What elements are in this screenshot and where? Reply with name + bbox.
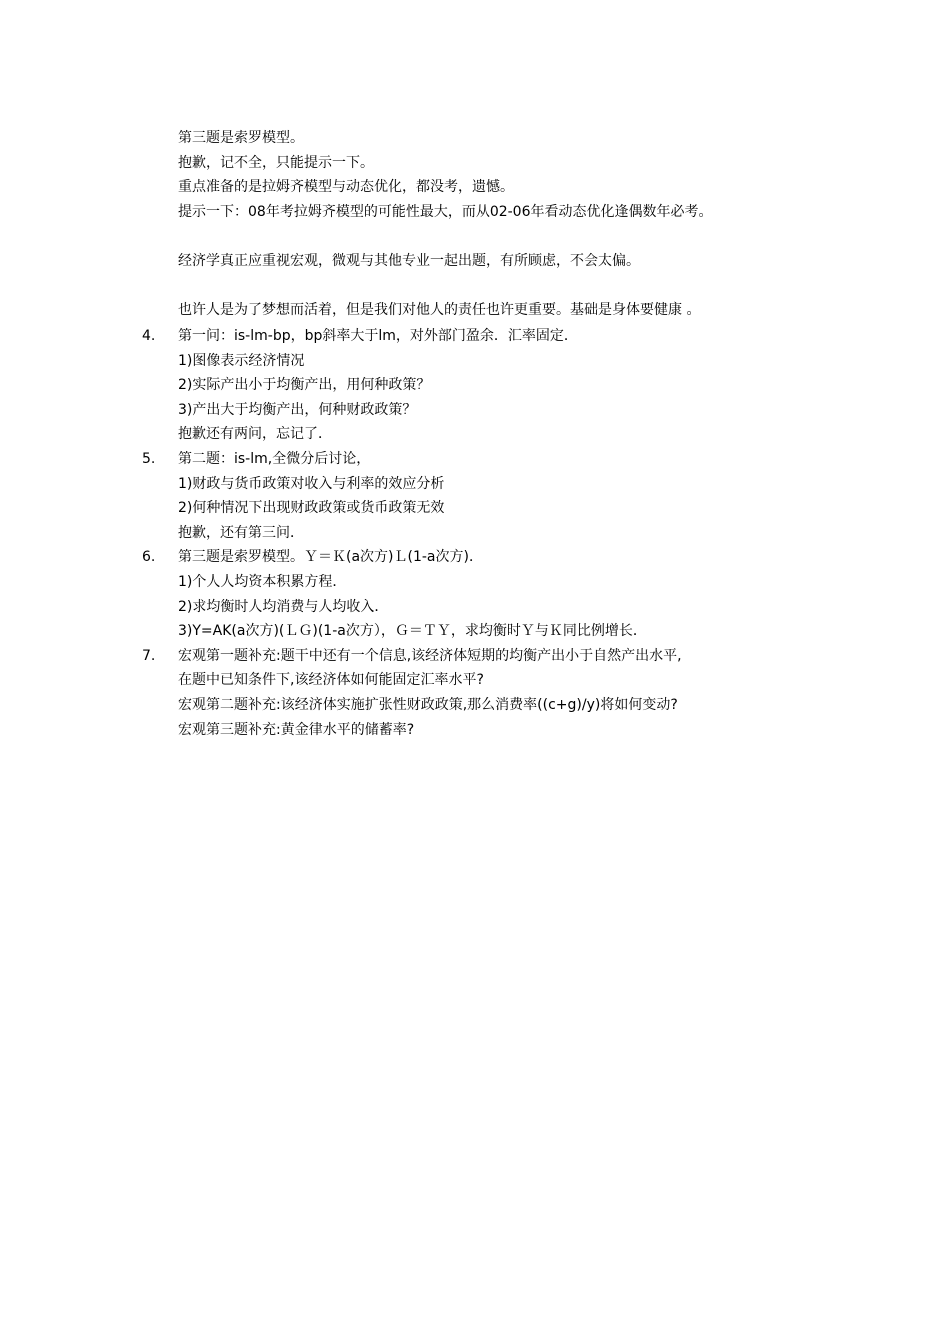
list-item <box>142 545 862 643</box>
list-item-number: 6. <box>142 549 156 566</box>
list-item <box>142 447 862 545</box>
list-item-line: 1)个人人均资本积累方程． <box>178 573 347 590</box>
intro-section <box>178 126 878 323</box>
list-item-line: 1)图像表示经济情况 <box>178 352 305 369</box>
list-item-line: 2)求均衡时人均消费与人均收入． <box>178 598 389 615</box>
list-item-number: 5. <box>142 450 156 467</box>
blank-line <box>178 274 878 299</box>
list-item-line: 宏观第一题补充:题干中还有一个信息,该经济体短期的均衡产出小于自然产出水平, <box>178 647 682 664</box>
list-item-number: 4. <box>142 328 156 344</box>
list-item-line: 2)何种情况下出现财政政策或货币政策无效 <box>178 500 445 517</box>
list-item-line: 宏观第二题补充:该经济体实施扩张性财政政策,那么消费率((c+g)/y)将如何变动? <box>178 696 678 713</box>
list-item-line: 3)Y=AK(a次方)(ＬＧ)(1-a次方），Ｇ＝ＴＹ，求均衡时Ｙ与Ｋ同比例增长． <box>178 623 647 640</box>
list-item <box>142 644 862 742</box>
list-item-line: 在题中已知条件下,该经济体如何能固定汇率水平? <box>178 672 484 689</box>
list-item-line: 第二题：is-lm,全微分后讨论， <box>178 450 371 467</box>
intro-line: 抱歉，记不全，只能提示一下。 <box>178 154 374 171</box>
intro-line: 重点准备的是拉姆齐模型与动态优化，都没考，遗憾。 <box>178 179 514 196</box>
numbered-list <box>142 324 862 742</box>
list-item-line: 宏观第三题补充:黄金律水平的储蓄率? <box>178 721 415 738</box>
list-item-line: 抱歉，还有第三问． <box>178 524 304 541</box>
intro-line: 提示一下：08年考拉姆齐模型的可能性最大，而从02-06年看动态优化逢偶数年必考。 <box>178 203 713 220</box>
blank-line <box>178 224 878 249</box>
list-item-line: 2)实际产出小于均衡产出，用何种政策？ <box>178 377 431 394</box>
list-item-line: 第三题是索罗模型。Ｙ＝Ｋ(a次方)Ｌ(1-a次方)． <box>178 549 483 566</box>
list-item <box>142 324 862 447</box>
list-item-line: 抱歉还有两问，忘记了． <box>178 426 332 443</box>
list-item-line: 第一问：is-lm-bp，bp斜率大于lm，对外部门盈余．汇率固定． <box>178 328 578 344</box>
list-item-line: 3)产出大于均衡产出，何种财政政策？ <box>178 401 417 418</box>
list-item-number: 7. <box>142 647 156 664</box>
intro-line: 也许人是为了梦想而活着，但是我们对他人的责任也许更重要。基础是身体要健康 。 <box>178 302 701 319</box>
list-item-line: 1)财政与货币政策对收入与利率的效应分析 <box>178 475 445 492</box>
intro-line: 第三题是索罗模型。 <box>178 130 304 146</box>
intro-line: 经济学真正应重视宏观，微观与其他专业一起出题，有所顾虑，不会太偏。 <box>178 252 640 269</box>
